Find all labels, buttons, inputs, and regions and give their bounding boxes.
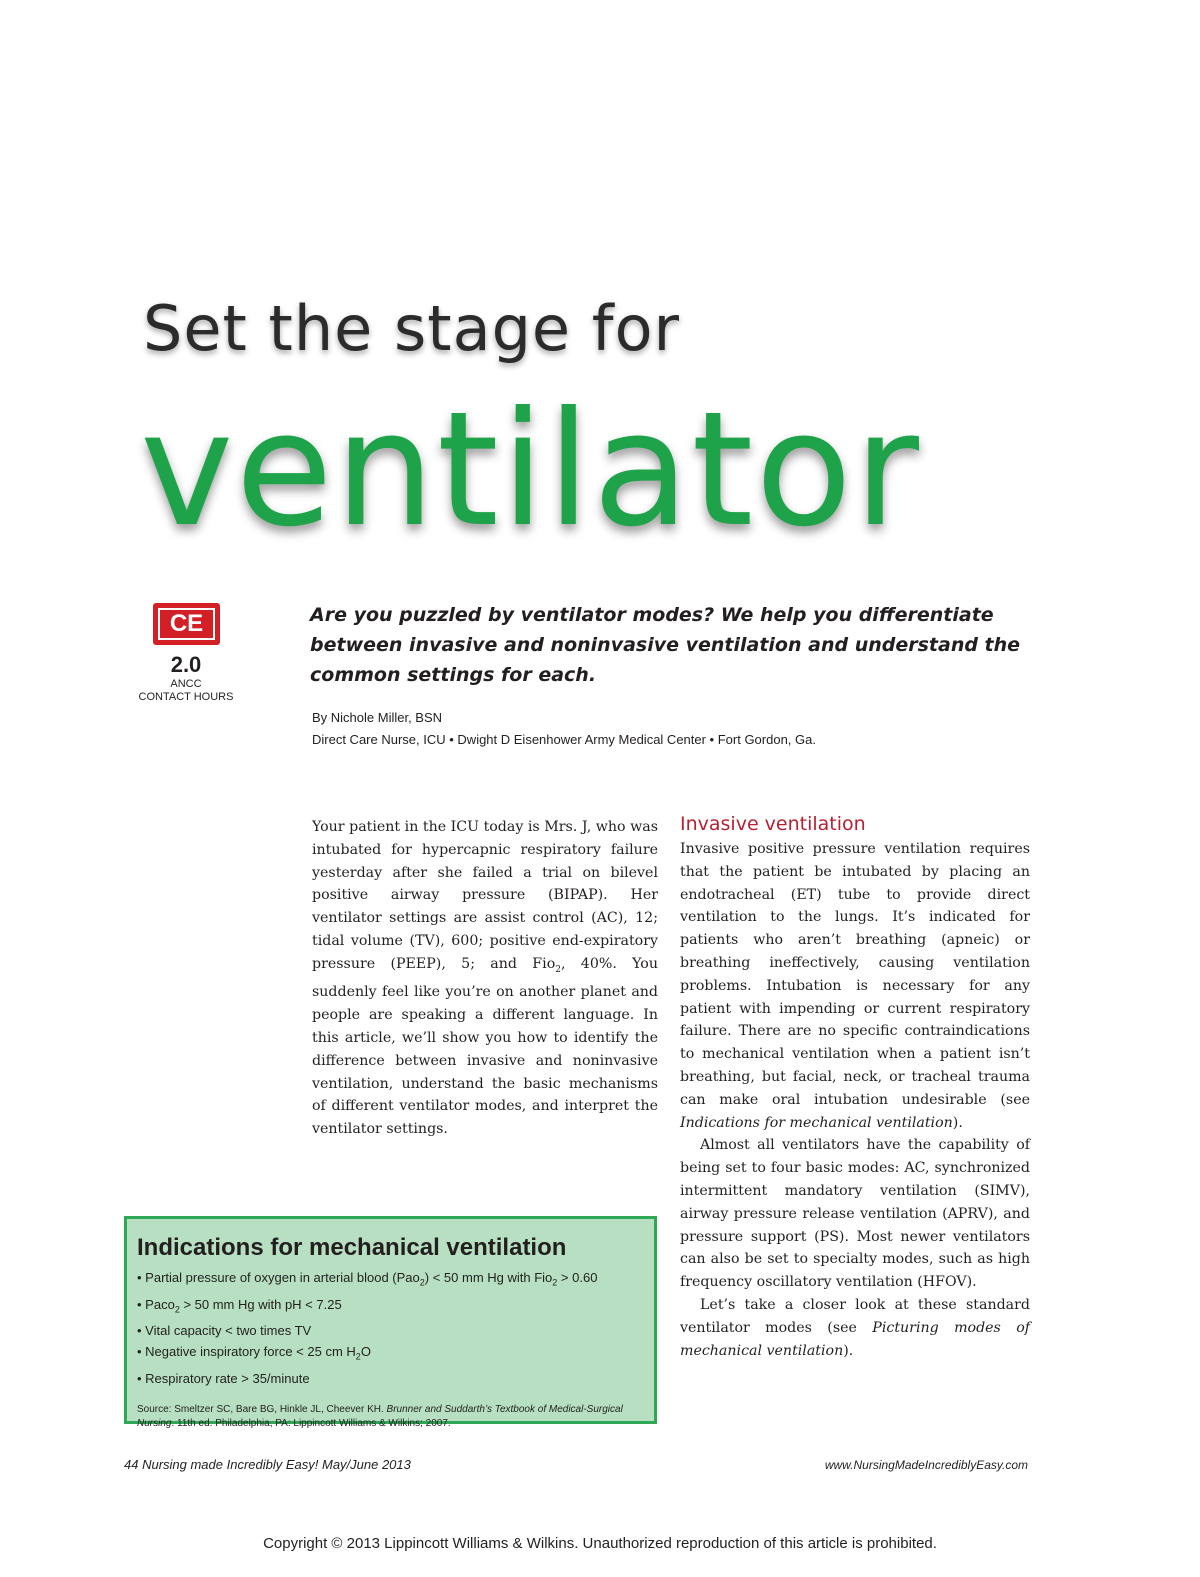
title-line2: ventilator xyxy=(140,378,921,562)
indications-box xyxy=(124,1216,657,1429)
invasive-paragraph-1 xyxy=(680,838,1030,1134)
footer-website: www.NursingMadeIncrediblyEasy.com xyxy=(824,1458,1028,1472)
invasive-p3-ref: Picturing modes of mechanical ventilation xyxy=(680,1319,1030,1359)
indication-item: • Vital capacity < two times TV xyxy=(137,1320,646,1341)
invasive-p1-ref: Indications for mechanical ventilation xyxy=(680,1114,953,1131)
intro-text-b: , 40%. You suddenly feel like you’re on another planet and people are speaking a different language. In this article, we’ll show you how to identify the difference between invasive and noninvasive ventilation, understand the basic mechanisms of different ventilator modes, and interpret the ventilator settings. xyxy=(312,955,658,1138)
byline-author: By Nichole Miller, BSN xyxy=(312,710,443,725)
invasive-p1-end: ). xyxy=(952,1114,963,1131)
ce-contact-hours xyxy=(125,652,247,704)
indications-title: Indications for mechanical ventilation xyxy=(137,1234,567,1261)
copyright-notice: Copyright © 2013 Lippincott Williams & Wilkins. Unauthorized reproduction of this article is prohibited. xyxy=(263,1535,937,1552)
indication-item: • Partial pressure of oxygen in arterial blood (Pao$_2$) < 50 mm Hg with Fio$_2$ > 0.60 xyxy=(137,1267,646,1294)
ce-badge xyxy=(153,603,220,645)
invasive-heading: Invasive ventilation xyxy=(680,813,866,835)
invasive-p3-text: Let’s take a closer look at these standard ventilator modes (see xyxy=(680,1296,1030,1336)
ce-label-contact-hours: CONTACT HOURS xyxy=(138,691,234,703)
ce-label-ancc: ANCC xyxy=(170,678,202,690)
intro-text-a: Your patient in the ICU today is Mrs. J, who was intubated for hypercapnic respiratory failure yesterday after she failed a trial on bilevel positive airway pressure (BIPAP). Her ventilator settings are assist control (AC), 12; tidal volume (TV), 600; positive end-expiratory pressure (PEEP), 5; and Fio xyxy=(312,819,658,972)
invasive-paragraph-2: Almost all ventilators have the capability of being set to four basic modes: AC, synchronized intermittent mandatory ventilation (SIMV), airway pressure release ventilation (APRV), and pressure support (PS). Most newer ventilators can also be set to specialty modes, such as high frequency oscillatory ventilation (HFOV). xyxy=(680,1137,1030,1291)
invasive-column xyxy=(680,812,1030,1362)
article-deck: Are you puzzled by ventilator modes? We help you differentiate between invasive and noninvasive ventilation and understand the common settings for each. xyxy=(310,604,1021,686)
intro-column xyxy=(312,816,658,1141)
intro-subscript: 2 xyxy=(555,964,561,975)
indication-item: • Negative inspiratory force < 25 cm $H_2O$ xyxy=(137,1341,646,1368)
indication-item: • Paco$_2$ > 50 mm Hg with pH < 7.25 xyxy=(137,1294,646,1321)
byline-affiliation: Direct Care Nurse, ICU • Dwight D Eisenhower Army Medical Center • Fort Gordon, Ga. xyxy=(312,732,816,747)
invasive-p1-text: Invasive positive pressure ventilation requires that the patient be intubated by placing an endotracheal (ET) tube to provide direct ventilation to the lungs. It’s indicated for patients who aren’t breathing (apneic) or breathing ineffectively, causing ventilation problems. Intubation is necessary for any patient with impending or current respiratory failure. There are no specific contraindications to mechanical ventilation when a patient isn’t breathing, but facial, neck, or tracheal trauma can make oral intubation undesirable (see xyxy=(680,841,1030,1108)
indication-item: • Respiratory rate > 35/minute xyxy=(137,1368,646,1389)
ce-hours-value: 2.0 xyxy=(170,652,202,677)
indications-source: Source: Smeltzer SC, Bare BG, Hinkle JL, Cheever KH. Brunner and Suddarth’s Textbook of Medical-Surgical Nursing. 11th ed. Philadelphia, PA: Lippincott Williams & Wilkins; 2007. xyxy=(137,1403,623,1429)
byline xyxy=(312,707,816,751)
intro-paragraph xyxy=(312,816,658,1141)
footer-folio: 44 Nursing made Incredibly Easy! May/June 2013 xyxy=(124,1457,411,1472)
title-line1: Set the stage for xyxy=(143,292,681,365)
ce-badge-label: CE xyxy=(158,608,215,640)
invasive-paragraph-3 xyxy=(680,1294,1030,1362)
indications-list xyxy=(137,1267,646,1389)
invasive-p3-end: ). xyxy=(843,1342,854,1359)
